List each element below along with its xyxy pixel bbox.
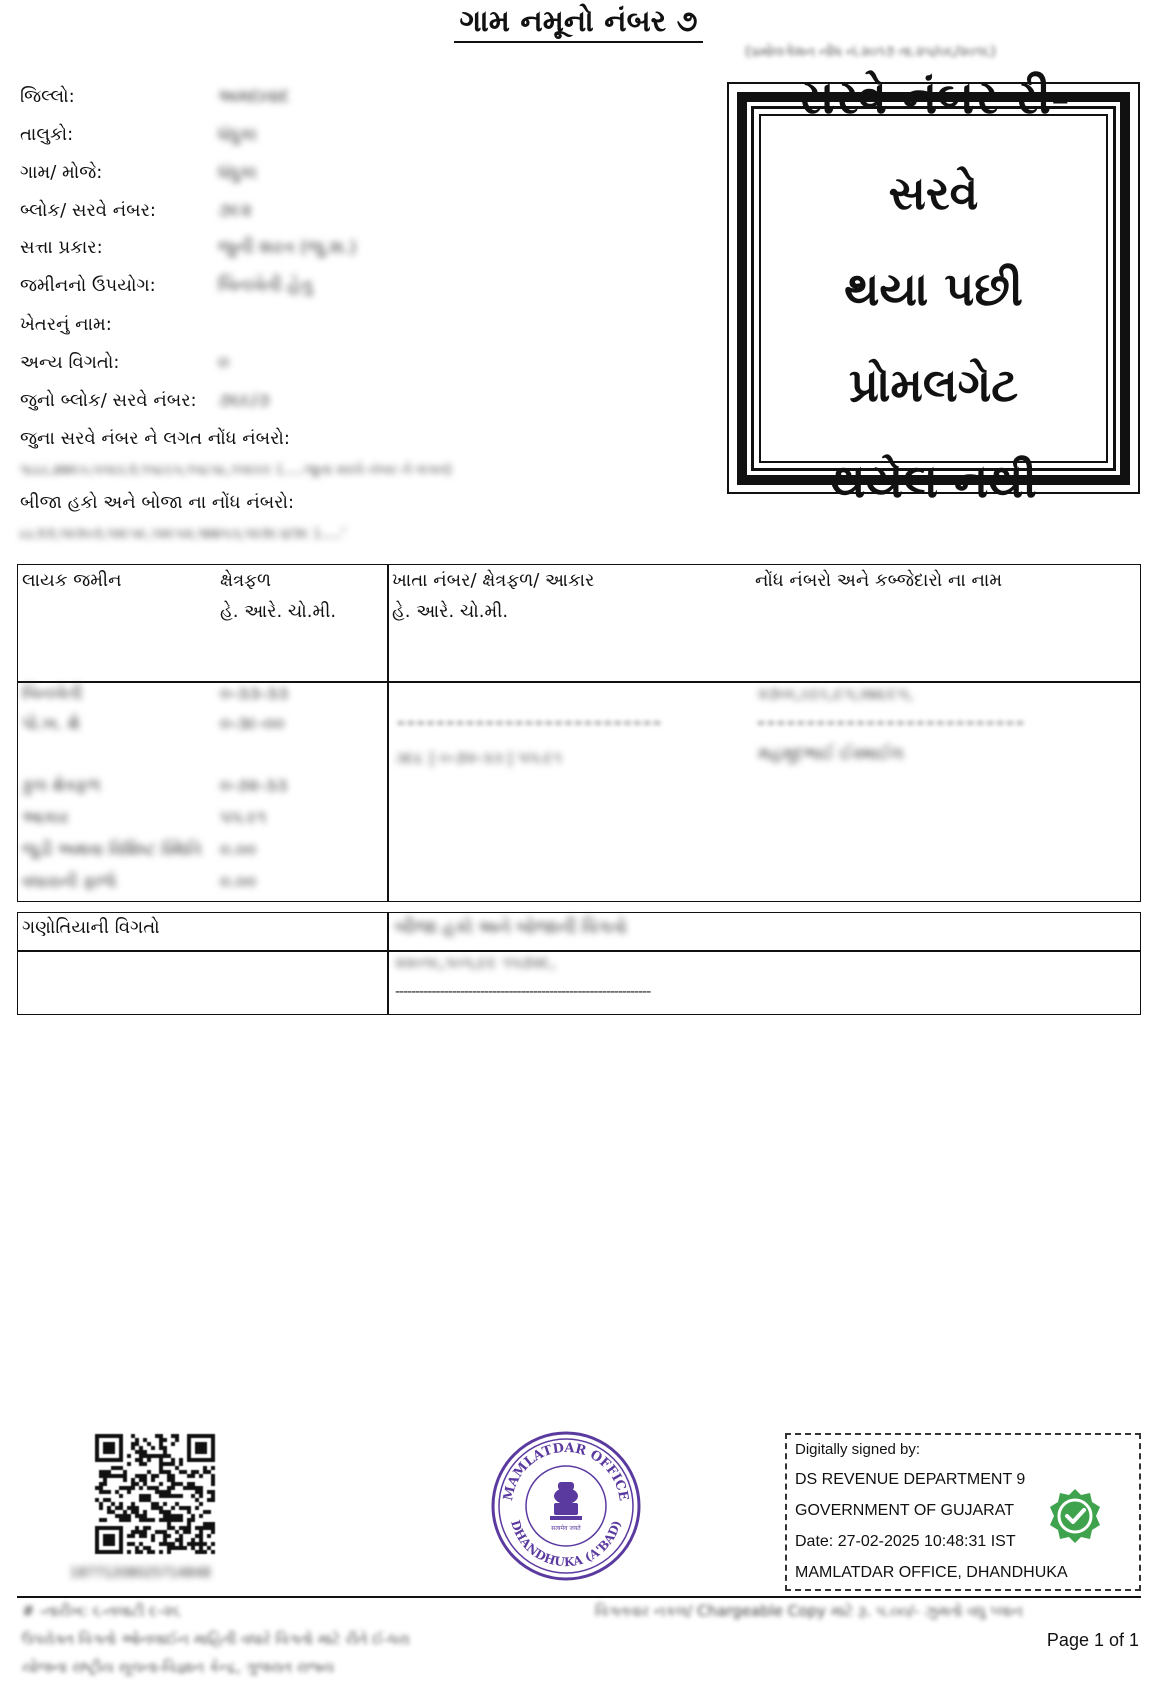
signature-line-3: GOVERNMENT OF GUJARAT (795, 1502, 1014, 1519)
tenant-table-divider (387, 912, 389, 1015)
account-dash-rule (398, 722, 660, 724)
footer-left-line-1: # -તારીખ: ૬-તલાટી ૯-૨૬ (22, 1602, 181, 1620)
verified-check-icon (1046, 1487, 1104, 1545)
qr-code (95, 1434, 215, 1554)
note-entry: ૨૭૦૬,૬૯૬,૯૫,૨૪૮૯૫, (758, 684, 913, 703)
stamp-line-2: થયા પછી પ્રોમલગેટ (844, 261, 1023, 412)
field-value: ૭૯૨ (218, 200, 252, 221)
emblem-icon (550, 1482, 582, 1520)
footer-right-line-1: વિગતવાર નકલ/ Chargeable Copy માટે રૂ. ૫.૦૦/- ઝુમતો વધુ પ્લાન (595, 1602, 1023, 1620)
other-rights-notes-value: ૮૮૭૭,૧૨૭૦૭,૧૨૯૫૯,૧૨૯૫૨,૧૪૪૫૩,૧૨૭૯૩/૭૯ ).....' (20, 526, 346, 542)
land-type-cell: પો.ખ. ક્ષે (22, 714, 80, 734)
header-notes-holders: નોંધ નંબરો અને કબ્જેદારો ના નામ (755, 570, 1003, 591)
old-survey-notes-label: જુના સરવે નંબર ને લગત નોંધ નંબરો: (20, 428, 290, 449)
field-value: ધંધુકા (218, 124, 257, 145)
header-account-units: હે. આરે. ચો.મી. (392, 601, 509, 622)
signature-line-2: DS REVENUE DEPARTMENT 9 (795, 1471, 1026, 1488)
other-rights-dashes: --------------------------------------------------------------- (395, 984, 651, 1000)
field-label: જિલ્લો: (20, 86, 75, 107)
field-value: ૭૬૯/૭ (218, 390, 270, 411)
signature-line-1: Digitally signed by: (795, 1441, 921, 1458)
field-label: તાલુકો: (20, 124, 74, 145)
stamp-line-3: થયેલ નથી (830, 453, 1037, 508)
seal-top-text: MAMLATDAR OFFICE (500, 1440, 631, 1503)
land-area-cell: ૦-૩૩-૩૩ (220, 684, 288, 704)
footer-left-line-2: ઉપરોક્ત વિગતો ઓનલાઈન માહિતી વધારે વિગતો માટે રીતે ઈ-ધરા (22, 1630, 410, 1648)
land-area-cell: ૫૫.૯૧ (220, 808, 267, 828)
land-type-cell: જુડી અથવા વિશિષ્ટ સ્થિતિ (22, 840, 202, 860)
footer-rule (17, 1596, 1141, 1598)
field-label: જમીનનો ઉપયોગ: (20, 275, 156, 296)
other-rights-notes-label: બીજા હકો અને બોજા ના નોંધ નંબરો: (20, 492, 295, 513)
land-type-cell: બિનખેતી (22, 684, 83, 704)
other-rights-entry: ૨૨૦૧૬,૧૦૫,૯૯ ૧૫૭૨૯, (395, 953, 556, 972)
signature-line-5: MAMLATDAR OFFICE, DHANDHUKA (795, 1564, 1068, 1581)
old-survey-notes-value: ૧૮૮૮,૪૪૯૦,૫૫૬૬૭,૧૫૮૬૫,૧૫૮૫૮,૧૫૯૯૯ (.....જુના સરવે નંબર ને લગત) (20, 462, 452, 478)
footer-left-line-3: યોજના રાષ્ટ્રીય સૂચના-વિજ્ઞાન કેન્દ્ર, ગુજરાત રાજ્ય (22, 1658, 335, 1676)
holder-entry: મહમૂદભાઈ ઈસ્માઈલ (758, 744, 904, 764)
mamlatdar-seal (490, 1430, 642, 1582)
field-label: બ્લોક/ સરવે નંબર: (20, 200, 156, 221)
field-value: અમદાવાદ (218, 86, 290, 107)
land-area-cell: ૦-૭૨-૩૩ (220, 776, 287, 796)
seal-motto: सत्यमेव जयते (551, 1525, 581, 1532)
field-value: ૦ (218, 352, 229, 373)
land-type-cell: આકાર (22, 808, 69, 828)
field-value: ધંધુકા (218, 162, 257, 183)
land-table-divider (387, 564, 389, 902)
account-entry: ૩૯૮ | ૦-૭૨-૩૩ | ૫૫.૯૧ (395, 748, 562, 767)
land-type-cell: કુલ ક્ષેત્રફળ (22, 776, 101, 796)
reference-note: (પ્રમોલગેશન નોંધ નં.૨૦૧૭ તા.૨૫/૦૬/૨૦૧૬) (745, 44, 996, 60)
not-promulgated-stamp (759, 69, 1108, 508)
land-area-cell: ૦.૦૦ (220, 840, 257, 860)
field-label: અન્ય વિગતો: (20, 352, 120, 373)
header-qualified-land: લાયક જમીન (22, 570, 122, 591)
land-table-header-rule (17, 681, 1141, 683)
stamp-line-1: સરવે નંબર રી-સરવે (797, 69, 1070, 220)
field-value: જુની શરત (જુ.શ.) (218, 237, 357, 258)
field-label: ગામ/ મોજે: (20, 162, 103, 183)
tenant-table-header-rule (17, 950, 1141, 952)
qr-caption: 18771208025714848 (70, 1566, 211, 1581)
land-type-cell: વધારાની ફાળો (22, 872, 117, 892)
land-area-cell: ૦-૩૯-૦૦ (220, 714, 285, 734)
header-account: ખાતા નંબર/ ક્ષેત્રફળ/ આકાર (392, 570, 595, 591)
page-title: ગામ નમૂનો નંબર ૭ (0, 4, 1157, 39)
notes-dash-rule (758, 722, 1023, 724)
header-area-units: હે. આરે. ચો.મી. (220, 601, 337, 622)
header-area: ક્ષેત્રફળ (220, 570, 272, 591)
header-other-rights: બીજા હકો અને બોજાની વિગતો (395, 917, 627, 938)
field-label: જુનો બ્લોક/ સરવે નંબર: (20, 390, 197, 411)
header-tenant-details: ગણોતિયાની વિગતો (22, 917, 160, 938)
field-label: સત્તા પ્રકાર: (20, 237, 103, 258)
signature-line-4: Date: 27-02-2025 10:48:31 IST (795, 1533, 1016, 1550)
page-number: Page 1 of 1 (1046, 1630, 1139, 1650)
field-label: ખેતરનું નામ: (20, 314, 112, 335)
land-area-cell: ૦.૦૦ (220, 872, 257, 892)
field-value: બિનખેતી હેતુ (218, 275, 313, 296)
seal-bottom-text: DHANDHUKA (A'BAD) (508, 1518, 624, 1570)
